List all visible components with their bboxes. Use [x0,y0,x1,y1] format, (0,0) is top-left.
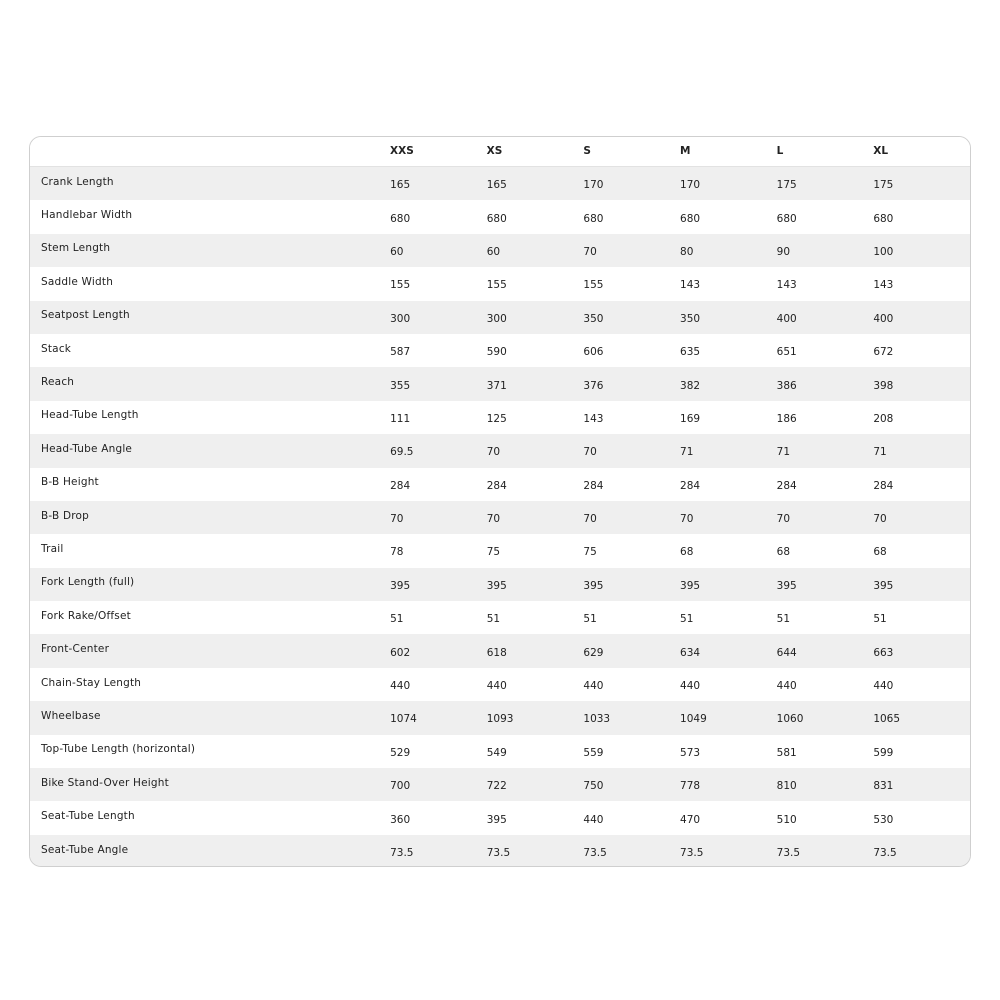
value-cell: 75 [583,546,597,559]
row-label: Chain-Stay Length [41,676,142,689]
value-cell: 169 [680,412,701,425]
table-row [30,668,970,701]
value-cell: 175 [776,179,797,192]
value-cell: 143 [680,279,701,292]
value-cell: 73.5 [873,847,897,859]
value-cell: 75 [486,546,501,559]
row-label: Head-Tube Length [41,409,139,422]
size-header-xxs: XXS [390,144,414,157]
table-row [30,501,970,534]
value-cell: 634 [680,646,701,659]
table-row [30,768,970,801]
value-cell: 398 [873,379,894,392]
value-cell: 284 [873,479,894,492]
value-cell: 70 [583,245,597,258]
value-cell: 440 [390,680,411,693]
value-cell: 170 [583,179,604,192]
value-cell: 722 [486,780,507,793]
value-cell: 778 [680,780,701,793]
size-header-xs: XS [486,144,503,157]
value-cell: 208 [873,412,894,425]
row-label: Reach [41,376,75,389]
value-cell: 1033 [583,713,611,726]
value-cell: 69.5 [390,446,414,459]
value-cell: 360 [390,813,411,826]
geometry-table [29,136,971,867]
value-cell: 284 [390,479,411,492]
value-cell: 1093 [486,713,514,726]
row-label: Seatpost Length [41,309,130,322]
value-cell: 186 [776,412,797,425]
value-cell: 587 [390,346,411,359]
value-cell: 606 [583,346,604,359]
value-cell: 371 [486,379,507,392]
value-cell: 400 [873,312,894,325]
value-cell: 73.5 [390,847,414,859]
value-cell: 810 [776,780,797,793]
value-cell: 395 [390,579,411,592]
value-cell: 70 [486,513,501,526]
value-cell: 355 [390,379,411,392]
row-label: Seat-Tube Angle [41,843,129,856]
value-cell: 440 [486,680,507,693]
value-cell: 831 [873,780,894,793]
table-row [30,568,970,601]
value-cell: 700 [390,780,411,793]
value-cell: 644 [776,646,797,659]
row-label: Handlebar Width [41,209,133,222]
value-cell: 70 [390,513,404,526]
value-cell: 300 [486,312,507,325]
value-cell: 300 [390,312,411,325]
value-cell: 530 [873,813,894,826]
value-cell: 1060 [776,713,804,726]
row-label: B-B Height [41,476,99,489]
value-cell: 395 [776,579,797,592]
value-cell: 51 [776,613,791,626]
value-cell: 143 [583,412,604,425]
value-cell: 400 [776,312,797,325]
row-label: Stem Length [41,242,111,255]
row-label: Crank Length [41,175,114,188]
table-row [30,367,970,400]
row-label: Fork Rake/Offset [41,609,131,622]
row-label: Fork Length (full) [41,576,135,589]
value-cell: 680 [776,212,797,225]
size-header-s: S [583,144,591,157]
table-row [30,701,970,734]
table-row [30,735,970,768]
value-cell: 60 [486,245,501,258]
value-cell: 1065 [873,713,901,726]
value-cell: 70 [583,513,597,526]
size-header-xl: XL [873,144,889,157]
value-cell: 395 [680,579,701,592]
value-cell: 51 [486,613,501,626]
value-cell: 51 [680,613,694,626]
table-row [30,801,970,834]
value-cell: 581 [776,746,797,759]
value-cell: 170 [680,179,701,192]
value-cell: 155 [390,279,411,292]
value-cell: 70 [776,513,791,526]
row-label: Bike Stand-Over Height [41,776,169,789]
table-row [30,401,970,434]
table-row [30,835,970,867]
value-cell: 618 [486,646,507,659]
value-cell: 440 [873,680,894,693]
value-cell: 165 [486,179,507,192]
value-cell: 663 [873,646,894,659]
value-cell: 549 [486,746,507,759]
value-cell: 680 [583,212,604,225]
value-cell: 111 [390,412,411,425]
value-cell: 284 [486,479,507,492]
row-label: Trail [41,542,64,555]
value-cell: 73.5 [583,847,607,859]
value-cell: 1049 [680,713,707,726]
table-row [30,434,970,467]
row-label: B-B Drop [41,509,90,522]
value-cell: 78 [390,546,404,559]
value-cell: 70 [486,446,501,459]
value-cell: 395 [486,579,507,592]
value-cell: 635 [680,346,701,359]
table-row [30,267,970,300]
table-body [30,167,970,867]
value-cell: 590 [486,346,507,359]
value-cell: 90 [776,245,791,258]
value-cell: 70 [873,513,887,526]
value-cell: 602 [390,646,411,659]
row-label: Top-Tube Length (horizontal) [41,743,196,756]
size-header-m: M [679,144,691,157]
size-header-l: L [776,144,784,157]
table-row [30,601,970,634]
value-cell: 80 [680,245,694,258]
value-cell: 395 [873,579,894,592]
value-cell: 73.5 [680,847,704,859]
table-row [30,634,970,667]
value-cell: 51 [390,613,404,626]
value-cell: 629 [583,646,604,659]
table-header-row [30,137,970,167]
value-cell: 672 [873,346,894,359]
value-cell: 143 [776,279,797,292]
value-cell: 573 [680,746,701,759]
row-label: Head-Tube Angle [41,442,133,455]
value-cell: 155 [486,279,507,292]
value-cell: 680 [680,212,701,225]
value-cell: 470 [680,813,701,826]
value-cell: 68 [680,546,694,559]
value-cell: 73.5 [486,847,511,859]
value-cell: 440 [583,813,604,826]
value-cell: 529 [390,746,411,759]
table-row [30,334,970,367]
value-cell: 68 [776,546,791,559]
value-cell: 599 [873,746,894,759]
value-cell: 284 [776,479,797,492]
value-cell: 71 [680,446,694,459]
table-row [30,234,970,267]
row-label: Front-Center [41,643,110,656]
value-cell: 284 [680,479,701,492]
value-cell: 284 [583,479,604,492]
value-cell: 559 [583,746,604,759]
table-row [30,200,970,233]
value-cell: 440 [680,680,701,693]
value-cell: 440 [583,680,604,693]
value-cell: 51 [583,613,597,626]
value-cell: 165 [390,179,411,192]
row-label: Stack [41,342,72,355]
value-cell: 1074 [390,713,417,726]
value-cell: 51 [873,613,887,626]
table-row [30,301,970,334]
value-cell: 71 [873,446,887,459]
value-cell: 143 [873,279,894,292]
value-cell: 440 [776,680,797,693]
value-cell: 350 [583,312,604,325]
value-cell: 376 [583,379,604,392]
value-cell: 680 [390,212,411,225]
value-cell: 68 [873,546,887,559]
row-label: Seat-Tube Length [41,810,135,823]
table-row [30,534,970,567]
row-label: Wheelbase [41,709,101,722]
value-cell: 100 [873,245,894,258]
value-cell: 155 [583,279,604,292]
value-cell: 70 [583,446,597,459]
value-cell: 680 [873,212,894,225]
value-cell: 73.5 [776,847,801,859]
value-cell: 175 [873,179,894,192]
value-cell: 382 [680,379,701,392]
value-cell: 125 [486,412,507,425]
value-cell: 71 [776,446,791,459]
table-row [30,468,970,501]
value-cell: 750 [583,780,604,793]
value-cell: 350 [680,312,701,325]
value-cell: 70 [680,513,694,526]
table-row [30,167,970,200]
value-cell: 510 [776,813,797,826]
value-cell: 386 [776,379,797,392]
row-label: Saddle Width [41,275,114,288]
value-cell: 395 [583,579,604,592]
value-cell: 395 [486,813,507,826]
value-cell: 651 [776,346,797,359]
value-cell: 60 [390,245,404,258]
value-cell: 680 [486,212,507,225]
